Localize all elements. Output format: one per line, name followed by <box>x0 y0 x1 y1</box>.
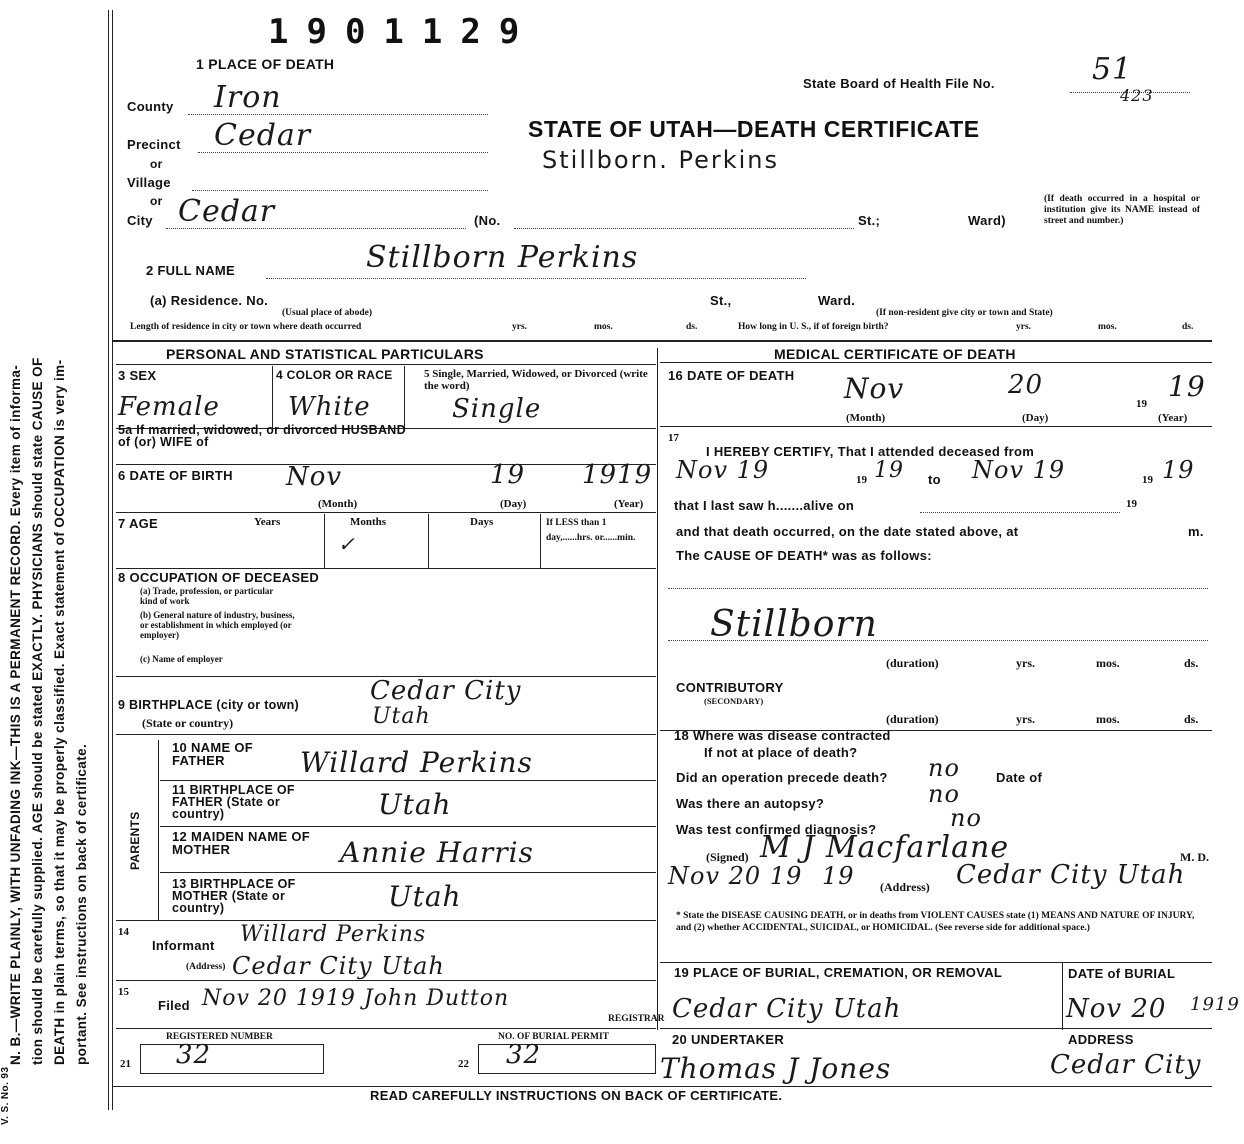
date-of-death-label: 16 DATE OF DEATH <box>668 368 795 383</box>
burial-permit-prefix: 22 <box>458 1058 469 1070</box>
file-no-value-2: 423 <box>1120 86 1154 105</box>
filed-value: Nov 20 1919 John Dutton <box>202 986 510 1011</box>
hospital-note: (If death occurred in a hospital or institution give its NAME instead of street and number.) <box>1044 194 1200 226</box>
birthplace-label: 9 BIRTHPLACE (city or town) <box>118 698 300 712</box>
father-label: 10 NAME OF FATHER <box>172 740 254 768</box>
registrar-label: REGISTRAR <box>608 1014 665 1024</box>
burial-date: Nov 20 <box>1066 994 1167 1024</box>
informant-number: 14 <box>118 926 129 938</box>
q18b-label: If not at place of death? <box>704 745 858 760</box>
side-instructions-line-2: tion should be carefully supplied. AGE should be stated EXACTLY. PHYSICIANS should state CAUSE OF <box>30 357 45 1065</box>
last-saw-text: that I last saw h.......alive on <box>674 498 855 513</box>
row-19-divider <box>660 1028 1212 1029</box>
attended-to-year: 19 <box>1162 456 1195 484</box>
death-year: 19 <box>1168 370 1206 403</box>
dob-day: 19 <box>490 460 526 490</box>
length-residence-label: Length of residence in city or town where death occurred <box>130 322 362 332</box>
death-day-cap: (Day) <box>1022 412 1049 424</box>
attended-from-year: 19 <box>874 458 904 483</box>
cause-yrs: yrs. <box>1016 656 1035 670</box>
undertaker-value: Thomas J Jones <box>660 1052 892 1085</box>
death-year-cap: (Year) <box>1158 412 1188 424</box>
dob-label: 6 DATE OF BIRTH <box>118 468 233 483</box>
city-value: Cedar <box>178 194 276 229</box>
contrib-duration: (duration) <box>886 712 939 726</box>
full-name-value: Stillborn Perkins <box>366 240 639 275</box>
contributory-label: CONTRIBUTORY <box>676 680 784 695</box>
row-6-divider <box>116 512 656 513</box>
how-long-us-label: How long in U. S., if of foreign birth? <box>738 322 889 332</box>
nonresident-note: (If non-resident give city or town and State) <box>876 308 1053 318</box>
burial-year: 1919 <box>1190 994 1240 1015</box>
occupation-b: (b) General nature of industry, business, or establishment in which employed (or employer) <box>140 610 295 640</box>
occupation-label: 8 OCCUPATION OF DECEASED <box>118 570 320 585</box>
undertaker-address-label: ADDRESS <box>1068 1032 1134 1047</box>
age-months-mark: ✓ <box>338 532 356 556</box>
physician-address-label: (Address) <box>880 880 930 894</box>
length-yrs: yrs. <box>512 322 528 332</box>
center-divider <box>657 348 658 1030</box>
side-instructions-line-1: N. B.—WRITE PLAINLY, WITH UNFADING INK—THIS IS A PERMANENT RECORD. Every item of informa- <box>8 364 23 1065</box>
death-year-prefix: 19 <box>1136 398 1147 410</box>
section-divider-top <box>112 340 1212 342</box>
us-ds: ds. <box>1182 322 1194 332</box>
contrib-mos: mos. <box>1096 712 1120 726</box>
marital-value: Single <box>452 394 542 424</box>
place-of-death-header: 1 PLACE OF DEATH <box>196 56 335 72</box>
physician-address: Cedar City Utah <box>956 860 1186 890</box>
signed-label: (Signed) <box>706 850 749 864</box>
cause-label: The CAUSE OF DEATH* was as follows: <box>676 548 932 563</box>
physician-signature: M J Macfarlane <box>760 830 1010 865</box>
father-bp-value: Utah <box>378 788 452 821</box>
sex-value: Female <box>118 392 220 422</box>
mother-bp-label: 13 BIRTHPLACE OF MOTHER (State or country) <box>172 877 296 915</box>
usual-abode-label: (Usual place of abode) <box>282 308 372 318</box>
last-saw-line <box>920 512 1120 513</box>
last-saw-year: 19 <box>1126 498 1137 510</box>
autopsy-answer: no <box>928 780 960 808</box>
sign-year: 19 <box>822 862 855 890</box>
cause-ds: ds. <box>1184 656 1199 670</box>
or-2: or <box>150 194 163 208</box>
file-no-label: State Board of Health File No. <box>803 76 995 91</box>
county-value: Iron <box>214 80 282 115</box>
informant-address-label: (Address) <box>186 962 226 972</box>
birthplace-city: Cedar City <box>370 676 522 706</box>
birthplace-state: Utah <box>372 704 431 729</box>
informant-label: Informant <box>152 938 215 953</box>
medical-header: MEDICAL CERTIFICATE OF DEATH <box>774 346 1016 362</box>
row-15-divider <box>116 1028 656 1029</box>
file-no-value: 51 <box>1092 52 1133 87</box>
operation-answer: no <box>928 754 960 782</box>
color-label: 4 COLOR OR RACE <box>276 368 393 382</box>
color-value: White <box>288 392 371 422</box>
street-label: St.; <box>858 213 881 228</box>
burial-date-label: DATE of BURIAL <box>1068 966 1176 981</box>
mother-label: 12 MAIDEN NAME OF MOTHER <box>172 829 311 857</box>
row-5a-divider <box>116 464 656 465</box>
row-14-divider <box>116 980 656 981</box>
frame-left <box>108 10 109 1110</box>
undertaker-address: Cedar City <box>1050 1050 1202 1080</box>
md-label: M. D. <box>1180 850 1209 864</box>
age-days-label: Days <box>470 516 494 528</box>
burial-permit-label: NO. OF BURIAL PERMIT <box>498 1032 610 1042</box>
undertaker-label: 20 UNDERTAKER <box>672 1032 785 1047</box>
age-years-label: Years <box>254 516 281 528</box>
ward-label: Ward) <box>968 213 1006 228</box>
contrib-ds: ds. <box>1184 712 1199 726</box>
medical-header-line <box>660 362 1212 363</box>
reg-number-label: REGISTERED NUMBER <box>166 1032 273 1042</box>
side-instructions-line-4: portant. See instructions on back of certificate. <box>74 743 89 1065</box>
mother-bp-value: Utah <box>388 880 462 913</box>
cause-value: Stillborn <box>710 604 878 645</box>
sign-date: Nov 20 19 <box>668 862 803 890</box>
certificate-title: STATE OF UTAH—DEATH CERTIFICATE <box>528 116 980 142</box>
burial-permit-box <box>478 1044 656 1074</box>
death-day: 20 <box>1008 370 1044 400</box>
residence-label: (a) Residence. No. <box>150 293 269 308</box>
reg-number-prefix: 21 <box>120 1058 131 1070</box>
precinct-value: Cedar <box>214 118 312 153</box>
spouse-label: 5a If married, widowed, or divorced HUSBAND of (or) WIFE of <box>118 423 406 449</box>
age-div-1 <box>324 514 325 568</box>
age-div-3 <box>540 514 541 568</box>
personal-header-line <box>116 364 656 365</box>
father-bp-label: 11 BIRTHPLACE OF FATHER (State or country) <box>172 783 295 821</box>
footer-instructions: READ CAREFULLY INSTRUCTIONS ON BACK OF CERTIFICATE. <box>370 1088 783 1103</box>
father-value: Willard Perkins <box>300 746 533 779</box>
cause-duration: (duration) <box>886 656 939 670</box>
parents-divider <box>158 740 159 920</box>
to-year-prefix: 19 <box>1142 474 1153 486</box>
test-answer: no <box>950 804 982 832</box>
informant-value: Willard Perkins <box>240 922 427 947</box>
footer-line <box>112 1086 1212 1087</box>
typed-name: Stillborn. Perkins <box>542 146 780 174</box>
footnote: * State the DISEASE CAUSING DEATH, or in deaths from VIOLENT CAUSES state (1) MEANS AND NATURE OF INJURY, and (2) whether ACCIDENTAL, SUICIDAL, or HOMICIDAL. (See reverse side for additional space.) <box>676 911 1195 933</box>
age-less-note: If LESS than 1 day,......hrs. or......min. <box>546 518 636 543</box>
row-16-divider <box>660 426 1212 427</box>
parents-label: PARENTS <box>128 811 142 870</box>
dob-year-cap: (Year) <box>614 498 644 510</box>
us-yrs: yrs. <box>1016 322 1032 332</box>
reg-number-box <box>140 1044 324 1074</box>
dob-month-cap: (Month) <box>318 498 358 510</box>
personal-header: PERSONAL AND STATISTICAL PARTICULARS <box>166 346 484 362</box>
reg-number-value: 32 <box>176 1040 212 1070</box>
certify-text: I HEREBY CERTIFY, That I attended deceased from <box>706 444 1035 459</box>
filed-label: Filed <box>158 998 190 1013</box>
sex-color-divider <box>272 366 273 428</box>
cause-mos: mos. <box>1096 656 1120 670</box>
length-mos: mos. <box>594 322 613 332</box>
side-instructions-line-3: DEATH in plain terms, so that it may be properly classified. Exact statement of OCCUPATION is very im- <box>52 359 67 1065</box>
contrib-yrs: yrs. <box>1016 712 1035 726</box>
attended-to: Nov 19 <box>972 456 1066 484</box>
q18-label: 18 Where was disease contracted <box>674 728 891 743</box>
test-label: Was test confirmed diagnosis? <box>676 822 877 837</box>
residence-ward: Ward. <box>818 293 856 308</box>
occupation-c: (c) Name of employer <box>140 654 223 664</box>
burial-place-label: 19 PLACE OF BURIAL, CREMATION, OR REMOVAL <box>674 965 1003 980</box>
row-9-divider <box>116 734 656 735</box>
operation-label: Did an operation precede death? <box>676 770 888 785</box>
age-months-label: Months <box>350 516 387 528</box>
age-label: 7 AGE <box>118 516 159 531</box>
precinct-label: Precinct <box>127 137 181 152</box>
autopsy-label: Was there an autopsy? <box>676 796 825 811</box>
full-name-line <box>266 278 806 279</box>
street-no-label: (No. <box>474 213 501 228</box>
death-month: Nov <box>844 372 905 405</box>
burial-place: Cedar City Utah <box>672 994 902 1024</box>
cause-line-1 <box>668 588 1208 589</box>
filed-number: 15 <box>118 986 129 998</box>
mother-value: Annie Harris <box>340 836 534 869</box>
frame-left-inner <box>112 10 113 1110</box>
sex-label: 3 SEX <box>118 368 157 383</box>
us-mos: mos. <box>1098 322 1117 332</box>
secondary-label: (SECONDARY) <box>704 696 764 706</box>
from-year-prefix: 19 <box>856 474 867 486</box>
cause-line-2 <box>668 640 1208 641</box>
residence-st: St., <box>710 293 732 308</box>
burial-permit-value: 32 <box>506 1040 542 1070</box>
street-line <box>514 228 854 229</box>
row-12-divider <box>160 872 656 873</box>
death-month-cap: (Month) <box>846 412 886 424</box>
dob-year: 1919 <box>582 460 653 490</box>
dob-month: Nov <box>286 462 343 492</box>
attended-from: Nov 19 <box>676 456 770 484</box>
length-ds: ds. <box>686 322 698 332</box>
county-label: County <box>127 99 174 114</box>
informant-address: Cedar City Utah <box>232 952 445 980</box>
village-label: Village <box>127 175 171 190</box>
row-10-divider <box>160 780 656 781</box>
burial-date-divider <box>1062 962 1063 1030</box>
vs-number: V. S. No. 93 <box>0 1066 11 1125</box>
certificate-number: 1901129 <box>268 12 538 52</box>
village-line <box>192 190 488 191</box>
dob-day-cap: (Day) <box>500 498 527 510</box>
marital-label: 5 Single, Married, Widowed, or Divorced (write the word) <box>424 368 648 392</box>
to-label: to <box>928 472 941 487</box>
age-div-2 <box>428 514 429 568</box>
occupation-a: (a) Trade, profession, or particular kind of work <box>140 586 274 606</box>
full-name-label: 2 FULL NAME <box>146 263 236 278</box>
city-label: City <box>127 213 153 228</box>
row-7-divider <box>116 568 656 569</box>
occurred-m: m. <box>1188 524 1204 539</box>
occurred-text: and that death occurred, on the date stated above, at <box>676 524 1019 539</box>
row-11-divider <box>160 826 656 827</box>
num-17: 17 <box>668 432 679 444</box>
date-of-label: Date of <box>996 770 1043 785</box>
or-1: or <box>150 157 163 171</box>
color-marital-divider <box>404 366 405 428</box>
row-13-divider <box>116 920 656 921</box>
birthplace-state-label: (State or country) <box>142 716 234 730</box>
row-footnote-divider <box>660 962 1212 963</box>
